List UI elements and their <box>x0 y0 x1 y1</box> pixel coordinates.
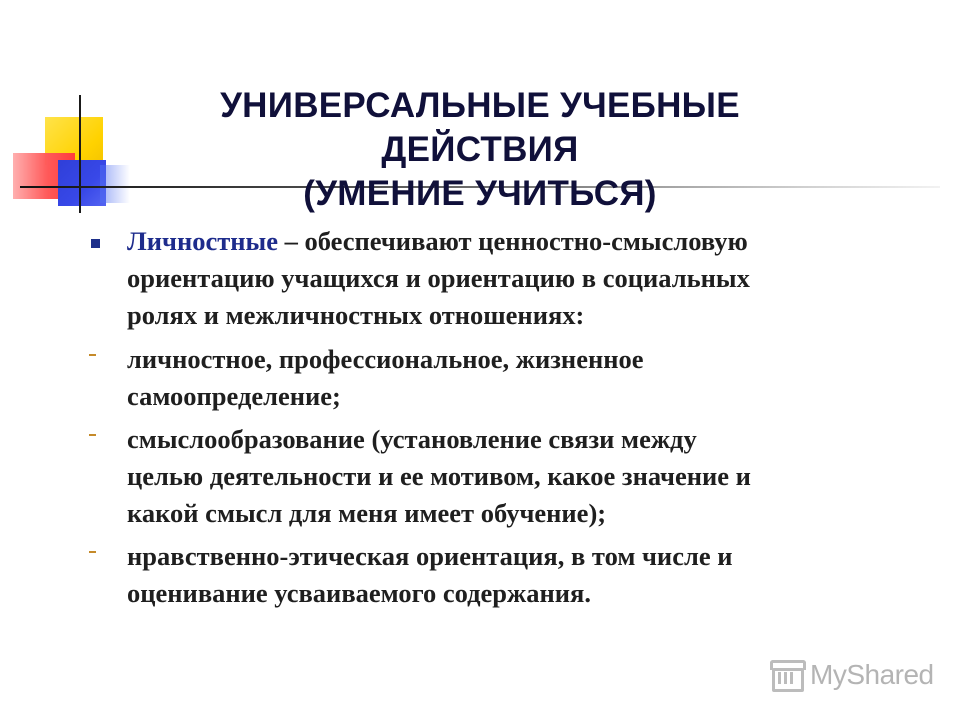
list-item-text <box>127 538 905 612</box>
item-text-line: личностное, профессиональное, жизненное <box>127 344 644 374</box>
item-text-line: смыслообразование (установление связи между <box>127 424 697 454</box>
slide-title <box>120 84 840 216</box>
vertical-rule <box>79 95 81 213</box>
title-line-2: (УМЕНИЕ УЧИТЬСЯ) <box>303 174 657 213</box>
list-item-personal <box>85 223 905 334</box>
item-text-line: ориентацию учащихся и ориентацию в социальных <box>127 263 750 293</box>
dash-bullet-icon <box>89 551 96 553</box>
term-personal: Личностные <box>127 226 278 256</box>
blue-square-shape <box>58 160 106 206</box>
item-text-line: самоопределение; <box>127 381 341 411</box>
title-line-1: УНИВЕРСАЛЬНЫЕ УЧЕБНЫЕ ДЕЙСТВИЯ <box>220 86 740 169</box>
list-item-text <box>127 341 905 415</box>
list-item-meaning-making <box>85 421 905 532</box>
watermark <box>768 655 934 695</box>
square-bullet-icon <box>91 239 100 248</box>
item-text-line: ролях и межличностных отношениях: <box>127 300 585 330</box>
list-item-text <box>127 421 905 532</box>
list-item-moral-ethical <box>85 538 905 612</box>
item-text-line: какой смысл для меня имеет обучение); <box>127 498 607 528</box>
dash-bullet-icon <box>89 354 96 356</box>
dash-bullet-icon <box>89 434 96 436</box>
item-text-line: целью деятельности и ее мотивом, какое значение и <box>127 461 751 491</box>
item-text-line: нравственно-этическая ориентация, в том числе и <box>127 541 733 571</box>
slide-body <box>85 223 905 612</box>
building-icon <box>768 659 804 691</box>
item-text-line: – обеспечивают ценностно-смысловую <box>277 226 748 256</box>
decorative-blocks-logo <box>0 95 130 225</box>
list-item-self-determination <box>85 341 905 415</box>
item-text-line: оценивание усваиваемого содержания. <box>127 578 591 608</box>
list-item-text <box>127 223 905 334</box>
watermark-text: MyShared <box>810 659 934 690</box>
